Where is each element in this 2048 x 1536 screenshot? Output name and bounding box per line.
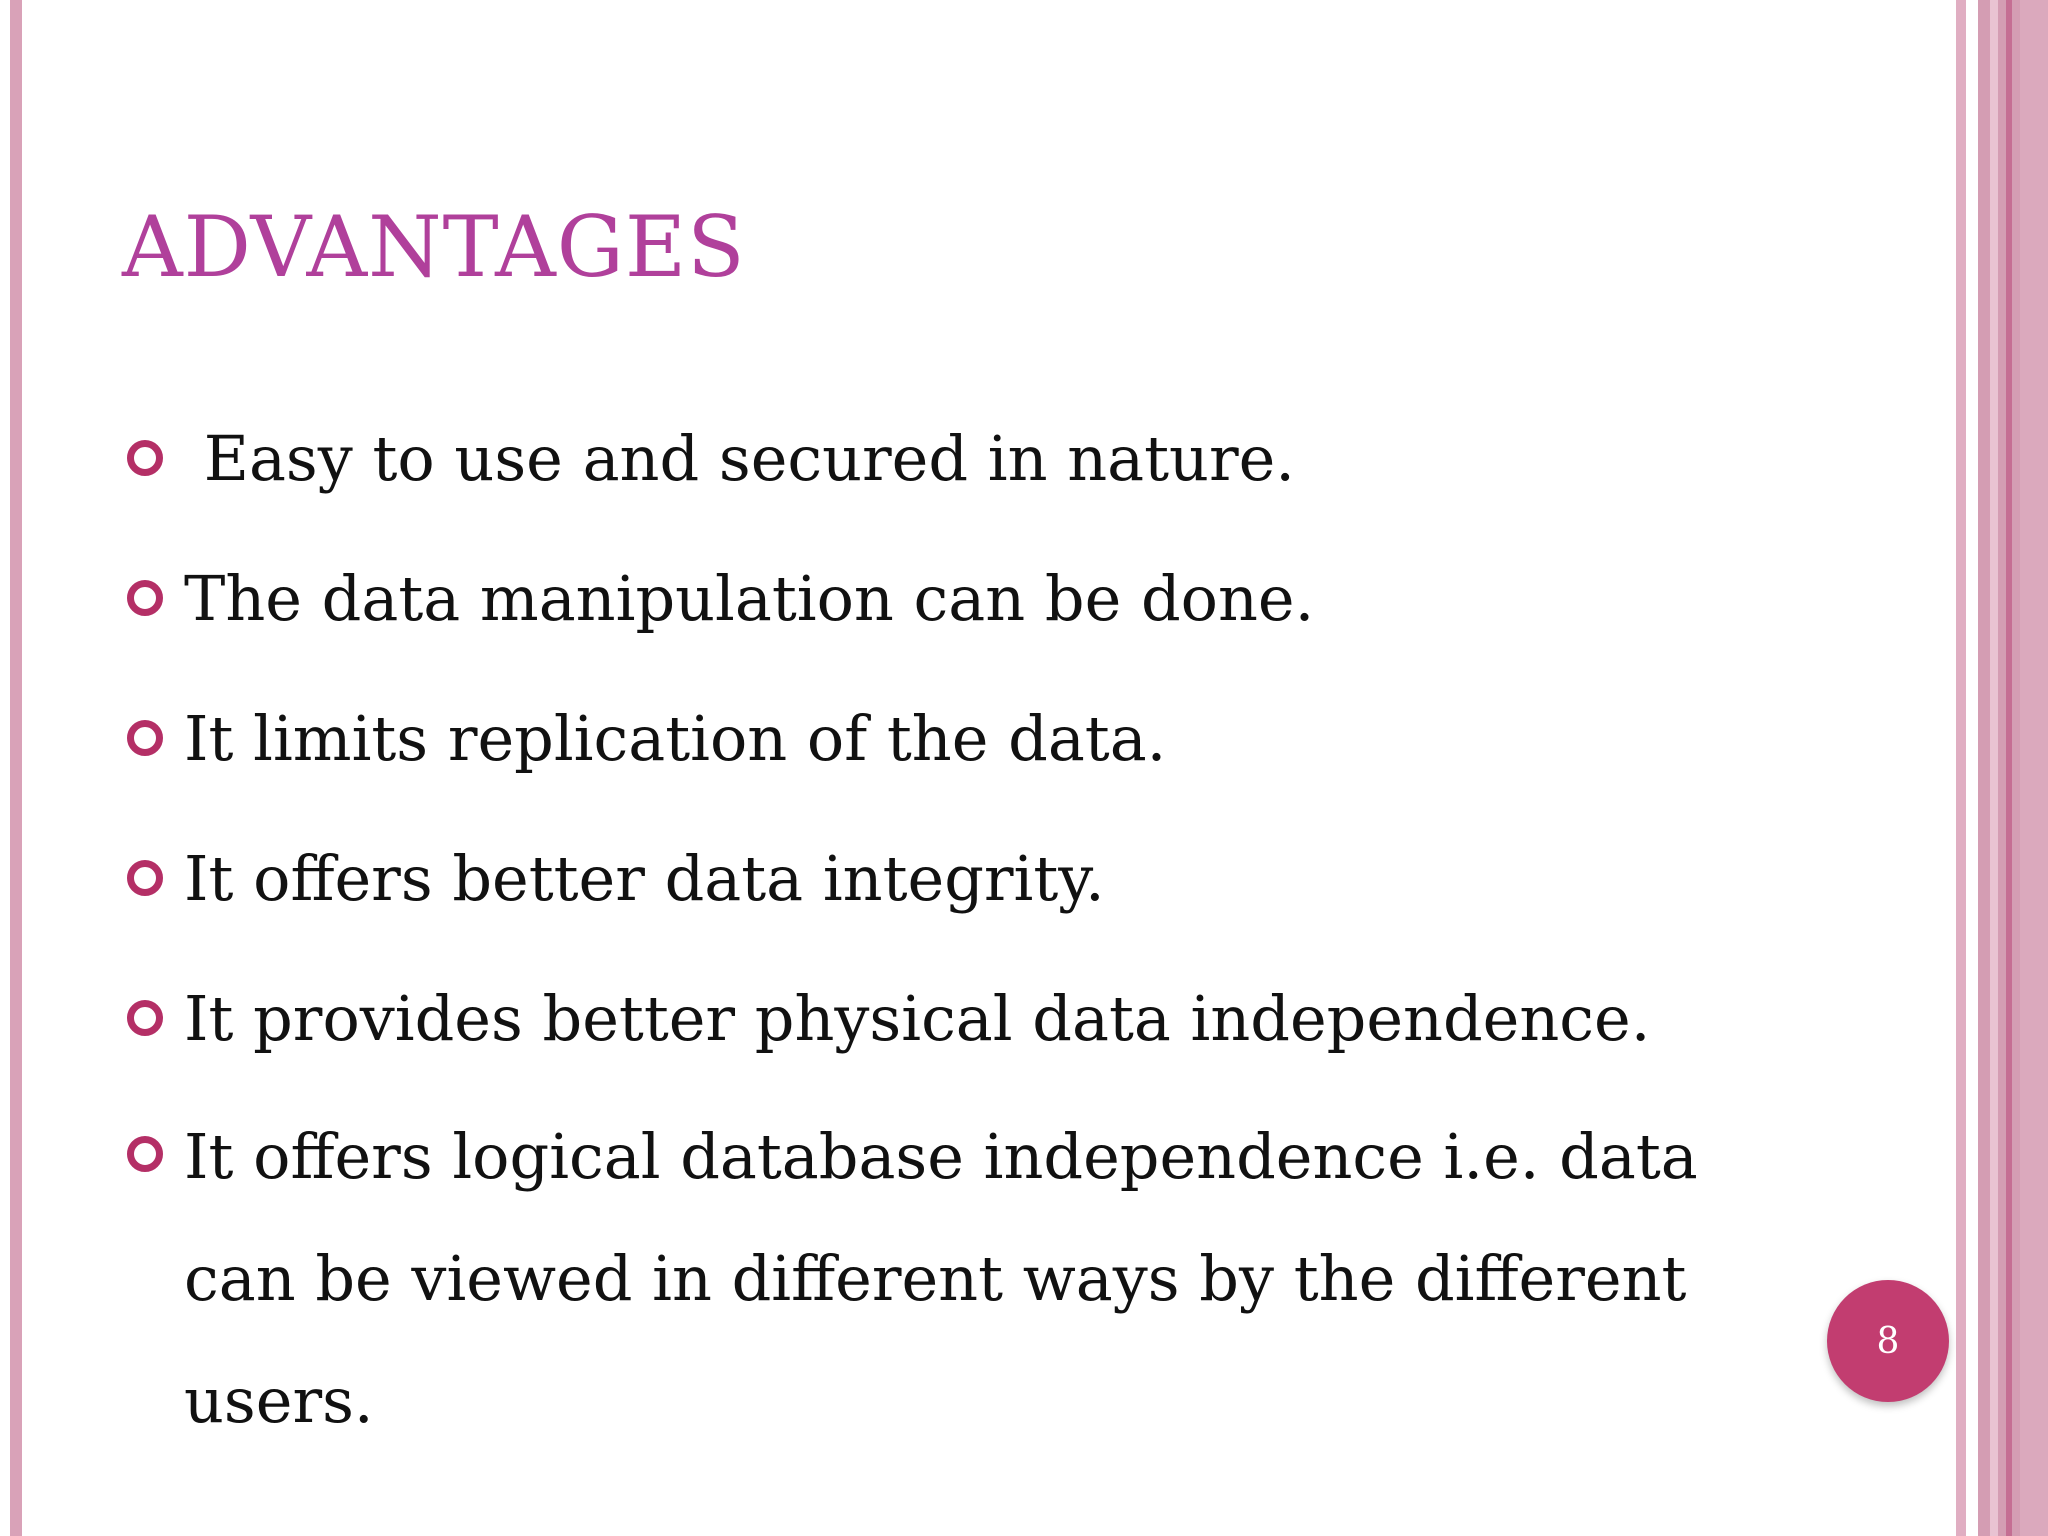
hollow-circle-icon [127, 440, 163, 476]
page-number-badge [1827, 1280, 1949, 1402]
slide-title: ADVANTAGES [122, 198, 746, 296]
bullet-list [122, 410, 1722, 1504]
hollow-circle-icon [127, 580, 163, 616]
bullet-text: Easy to use and secured in nature. [184, 422, 1296, 495]
left-border-decoration [10, 0, 22, 1536]
bullet-text: It provides better physical data independence. [184, 982, 1651, 1055]
hollow-circle-icon [127, 1000, 163, 1036]
list-item [122, 550, 1722, 648]
list-item [122, 830, 1722, 928]
bullet-text: It offers logical database independence i.e. data can be viewed in different ways by the different users. [184, 1120, 1698, 1437]
hollow-circle-icon [127, 860, 163, 896]
bullet-text: It offers better data integrity. [184, 842, 1105, 915]
list-item [122, 970, 1722, 1068]
list-item [122, 1096, 1722, 1462]
right-border-stripe-dark [2006, 0, 2012, 1536]
right-border-stripe [1956, 0, 1966, 1536]
list-item [122, 690, 1722, 788]
bullet-text: It limits replication of the data. [184, 702, 1167, 775]
hollow-circle-icon [127, 720, 163, 756]
page-number: 8 [1876, 1320, 1900, 1362]
list-item [122, 410, 1722, 508]
right-border-stripe-light [1990, 0, 1998, 1536]
bullet-text: The data manipulation can be done. [184, 562, 1315, 635]
hollow-circle-icon [127, 1136, 163, 1172]
right-border-edge [2020, 0, 2048, 1536]
